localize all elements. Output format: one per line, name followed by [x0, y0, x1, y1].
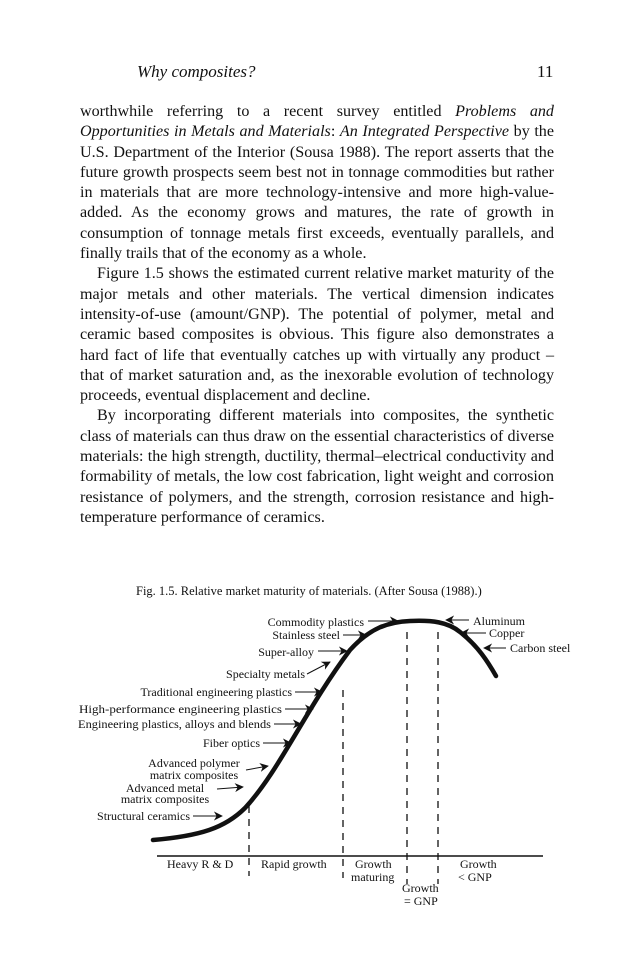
arrow-specialty-metals: [307, 662, 330, 674]
phase-growth-maturing-line1: Growth: [355, 857, 392, 871]
arrow-adv-polymer: [246, 766, 268, 770]
label-high-perf-eng-plastics: High-performance engineering plastics: [79, 702, 283, 716]
phase-growth-eq-gnp-line2: = GNP: [404, 894, 438, 908]
phase-rapid-growth: Rapid growth: [261, 857, 327, 871]
page-header: [0, 62, 633, 86]
label-specialty-metals: Specialty metals: [226, 667, 305, 681]
label-super-alloy: Super-alloy: [258, 645, 314, 659]
phase-heavy-rd: Heavy R & D: [167, 857, 234, 871]
paragraph-2: Figure 1.5 shows the estimated current relative market maturity of the major metals and other materials. The vertical dimension indicates intensity-of-use (amount/GNP). The potential of polymer, metal and ceramic based composites is obvious. This figure also demonstrates a hard fact of life that eventually catches up with virtually any product – that of market saturation and, as the inexorable evolution of technology proceeds, eventual displacement and decline.: [80, 265, 554, 405]
market-maturity-figure: [0, 596, 633, 916]
paragraph-1-text-b: :: [330, 123, 340, 141]
label-traditional-eng-plastics: Traditional engineering plastics: [140, 685, 292, 699]
phase-growth-maturing-line2: maturing: [351, 870, 395, 884]
survey-subtitle: An Integrated Perspective: [339, 123, 510, 141]
paragraph-1: [80, 102, 554, 264]
label-adv-metal-line2: matrix composites: [120, 792, 210, 806]
paragraph-1-text-c: by the U.S. Department of the Interior (Sousa 1988). The report asserts that the future growth prospects seem best not in tonnage commodities but rather in materials that are more technology-intensive and more high-value-added. As the economy grows and matures, the rate of growth in consumption of tonnage metals first exceeds, eventually parallels, and finally trails that of the economy as a whole.: [80, 123, 554, 263]
label-commodity-plastics: Commodity plastics: [267, 615, 364, 629]
survey-title: Problems and Opportunities in Metals and Materials: [80, 103, 554, 141]
page-number: 11: [537, 62, 554, 81]
phase-growth-eq-gnp-line1: Growth: [402, 881, 439, 895]
label-structural-ceramics: Structural ceramics: [97, 809, 190, 823]
label-aluminum: Aluminum: [473, 614, 526, 628]
phase-growth-lt-gnp-line2: < GNP: [458, 870, 492, 884]
paragraph-1-text-a: worthwhile referring to a recent survey entitled: [80, 103, 456, 120]
body-text: [80, 102, 554, 528]
label-carbon-steel: Carbon steel: [510, 641, 571, 655]
figure-caption: Fig. 1.5. Relative market maturity of materials. (After Sousa (1988).): [136, 584, 482, 598]
label-copper: Copper: [489, 626, 525, 640]
label-eng-plastics-alloys: Engineering plastics, alloys and blends: [78, 717, 272, 731]
arrow-adv-metal: [217, 787, 243, 789]
paragraph-3: By incorporating different materials into composites, the synthetic class of materials can thus draw on the essential characteristics of diverse materials: the high strength, ductility, thermal–electrical conductivity and formability of metals, the low cost fabrication, light weight and corrosion resistance of polymers, and the strength, corrosion resistance and high-temperature performance of ceramics.: [80, 407, 554, 526]
label-adv-polymer-line2: matrix composites: [149, 768, 239, 782]
label-adv-metal-line1: Advanced metal: [125, 781, 205, 795]
label-fiber-optics: Fiber optics: [203, 736, 260, 750]
running-head: Why composites?: [137, 62, 256, 81]
phase-growth-lt-gnp-line1: Growth: [460, 857, 497, 871]
label-stainless-steel: Stainless steel: [272, 628, 340, 642]
label-adv-polymer-line1: Advanced polymer: [148, 756, 240, 770]
